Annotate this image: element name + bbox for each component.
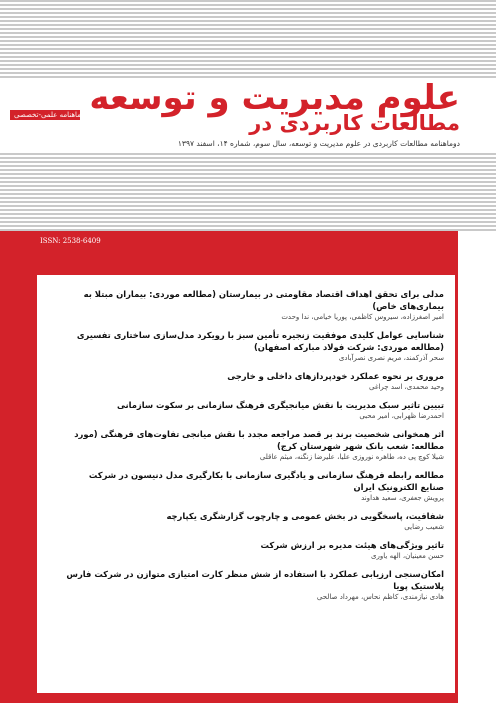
article-title: تبیین تاثیر سبک مدیریت با نقش میانجیگری فرهنگ سازمانی بر سکوت سازمانی <box>116 400 444 410</box>
article-item <box>64 510 444 532</box>
article-authors: امیر اصغرزاده، سیروس کاظمی، پوریا خیامی، ندا وحدت <box>281 313 444 321</box>
article-authors: شیلا کوچ پی ده، طاهره نوروزی علیا، علیرضا زنگنه، میثم عاقلی <box>259 453 444 461</box>
article-authors: سحر آذرکمند، مریم نصری نصرآبادی <box>338 354 444 362</box>
issn-label: ISSN: 2538-6409 <box>40 237 101 245</box>
article-title: مروری بر نحوه عملکرد خودپردازهای داخلی و خارجی <box>227 371 444 381</box>
right-white-strip <box>458 231 496 703</box>
journal-tagline: دو ماهنامه علمی-تخصصی <box>14 111 90 119</box>
article-title: امکان‌سنجی ارزیابی عملکرد با استفاده از شش منظر کارت امتیازی متوازن در شرکت فارس پلاستیک پویا <box>66 569 444 591</box>
article-authors: وحید محمدی، اسد چراغی <box>368 383 444 391</box>
article-authors: احمدرضا ظهرابی، امیر محبی <box>359 412 444 420</box>
issue-info: دوماهنامه مطالعات کاربردی در علوم مدیریت و توسعه، سال سوم، شماره ۱۴، اسفند ۱۳۹۷ <box>177 139 460 148</box>
article-authors: حسن معینیان، الهه یاوری <box>371 552 444 560</box>
article-item <box>64 568 444 602</box>
middle-stripe-band <box>0 153 496 231</box>
article-item <box>64 370 444 392</box>
article-authors: شعیب رضایی <box>404 523 444 531</box>
article-list <box>64 288 444 609</box>
article-item <box>64 428 444 462</box>
article-title: مدلی برای تحقق اهداف اقتصاد مقاومتی در بیمارستان (مطالعه موردی: بیماران مبتلا به بیماری‌های خاص) <box>83 289 444 311</box>
article-title: اثر همخوانی شخصیت برند بر قصد مراجعه مجدد با نقش میانجی تفاوت‌های فرهنگی (مورد مطالعه: شعب بانک شهر شهرستان کرج) <box>74 429 444 451</box>
article-item <box>64 288 444 322</box>
article-item <box>64 399 444 421</box>
article-authors: هادی نیازمندی، کاظم نحاس، مهرداد صالحی <box>316 593 444 601</box>
article-item <box>64 469 444 503</box>
article-item <box>64 329 444 363</box>
article-authors: پرویش جعفری، سعید هداوند <box>361 494 444 502</box>
article-title: شناسایی عوامل کلیدی موفقیت زنجیره تأمین سبز با رویکرد مدل‌سازی ساختاری تفسیری (مطالعه موردی: شرکت فولاد مبارکه اصفهان) <box>76 330 444 352</box>
article-title: مطالعه رابطه فرهنگ سازمانی و یادگیری سازمانی با بکارگیری مدل دنیسون در شرکت صنایع الکترونیک ایران <box>88 470 444 492</box>
journal-title-sub: مطالعات کاربردی در <box>249 111 460 135</box>
article-title: شفافیت، پاسخگویی در بخش عمومی و چارچوب گزارشگری یکپارچه <box>166 511 444 521</box>
article-item <box>64 539 444 561</box>
article-title: تاثیر ویژگی‌های هیئت مدیره بر ارزش شرکت <box>260 540 444 550</box>
journal-title-main: علوم مدیریت و توسعه <box>89 78 460 118</box>
top-stripe-band <box>0 0 496 79</box>
